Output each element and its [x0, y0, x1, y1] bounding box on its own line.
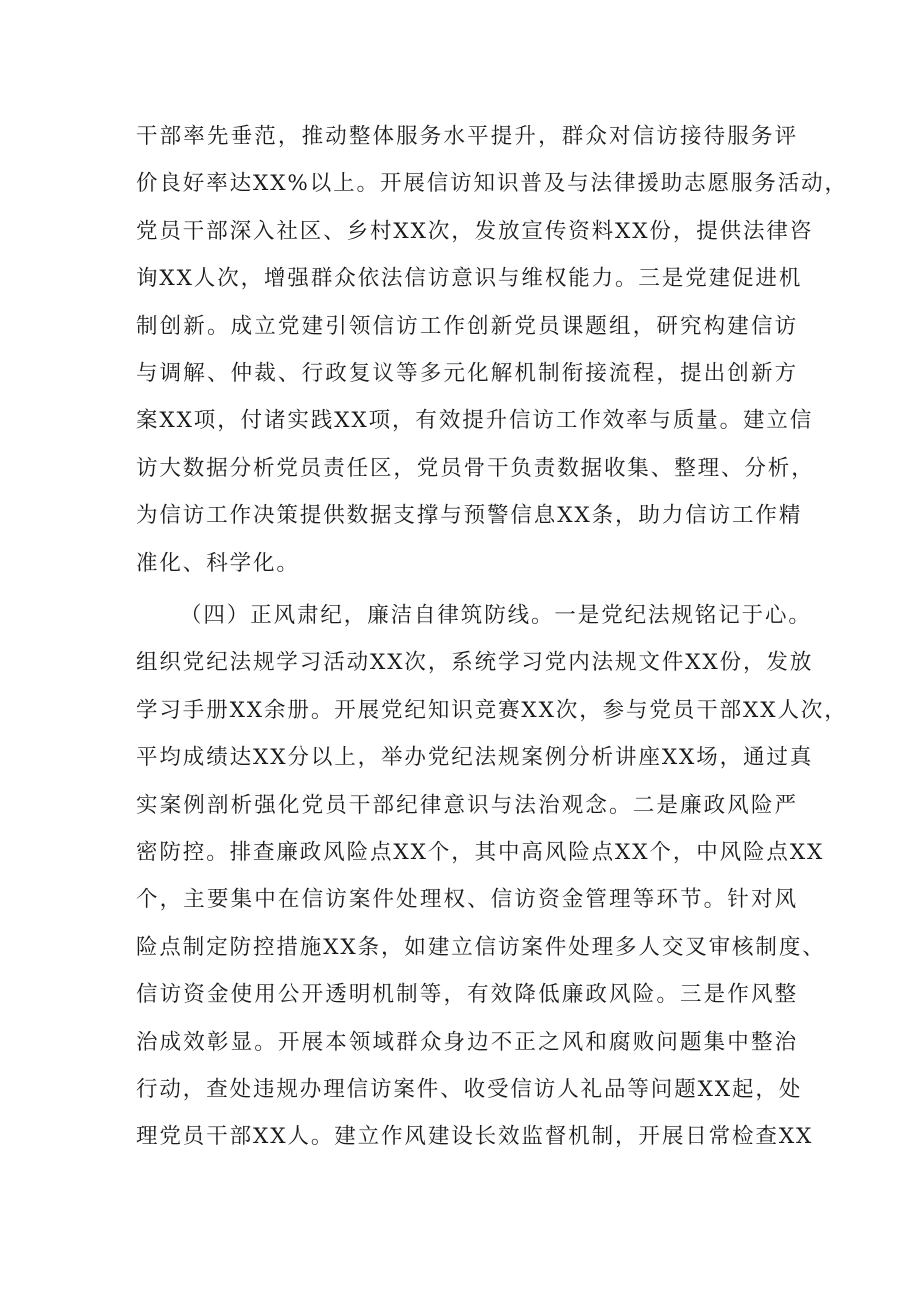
- text-line: 准化、科学化。: [136, 550, 300, 576]
- text-line: 实案例剖析强化党员干部纪律意识与法治观念。二是廉政风险严: [136, 792, 798, 818]
- text-line: 组织党纪法规学习活动XX次，系统学习党内法规文件XX份，发放: [136, 650, 814, 676]
- text-line: 学习手册XX余册。开展党纪知识竞赛XX次，参与党员干部XX人次，: [136, 697, 848, 723]
- text-line: 行动，查处违规办理信访案件、收受信访人礼品等问题XX起，处: [136, 1076, 803, 1102]
- text-line: 理党员干部XX人。建立作风建设长效监督机制，开展日常检查XX: [136, 1124, 814, 1150]
- text-line: 个，主要集中在信访案件处理权、信访资金管理等环节。针对风: [136, 887, 798, 913]
- text-line: 为信访工作决策提供数据支撑与预警信息XX条，助力信访工作精: [136, 503, 803, 529]
- paragraph-discipline-section-4: [136, 592, 848, 1161]
- text-line: 平均成绩达XX分以上，举办党纪法规案例分析讲座XX场，通过真: [136, 745, 814, 771]
- text-line: 与调解、仲裁、行政复议等多元化解机制衔接流程，提出创新方: [136, 360, 798, 386]
- text-line: 险点制定防控措施XX条，如建立信访案件处理多人交叉审核制度、: [136, 934, 826, 960]
- text-line: 价良好率达XX%以上。开展信访知识普及与法律援助志愿服务活动，: [136, 171, 848, 197]
- text-line: 干部率先垂范，推动整体服务水平提升，群众对信访接待服务评: [136, 124, 798, 149]
- text-line: 访大数据分析党员责任区，党员骨干负责数据收集、整理、分析，: [136, 455, 815, 481]
- text-line: 信访资金使用公开透明机制等，有效降低廉政风险。三是作风整: [136, 982, 798, 1008]
- text-line: 询XX人次，增强群众依法信访意识与维权能力。三是党建促进机: [136, 266, 803, 292]
- text-line: 制创新。成立党建引领信访工作创新党员课题组，研究构建信访: [136, 313, 798, 339]
- text-line: 案XX项，付诸实践XX项，有效提升信访工作效率与质量。建立信: [136, 408, 814, 434]
- section-heading-line: （四）正风肃纪，廉洁自律筑防线。一是党纪法规铭记于心。: [180, 603, 812, 628]
- text-line: 党员干部深入社区、乡村XX次，发放宣传资料XX份，提供法律咨: [136, 218, 814, 244]
- text-line: 密防控。排查廉政风险点XX个，其中高风险点XX个，中风险点XX: [136, 839, 825, 865]
- paragraph-service-and-innovation: [136, 113, 848, 587]
- text-line: 治成效彰显。开展本领域群众身边不正之风和腐败问题集中整治: [136, 1029, 798, 1055]
